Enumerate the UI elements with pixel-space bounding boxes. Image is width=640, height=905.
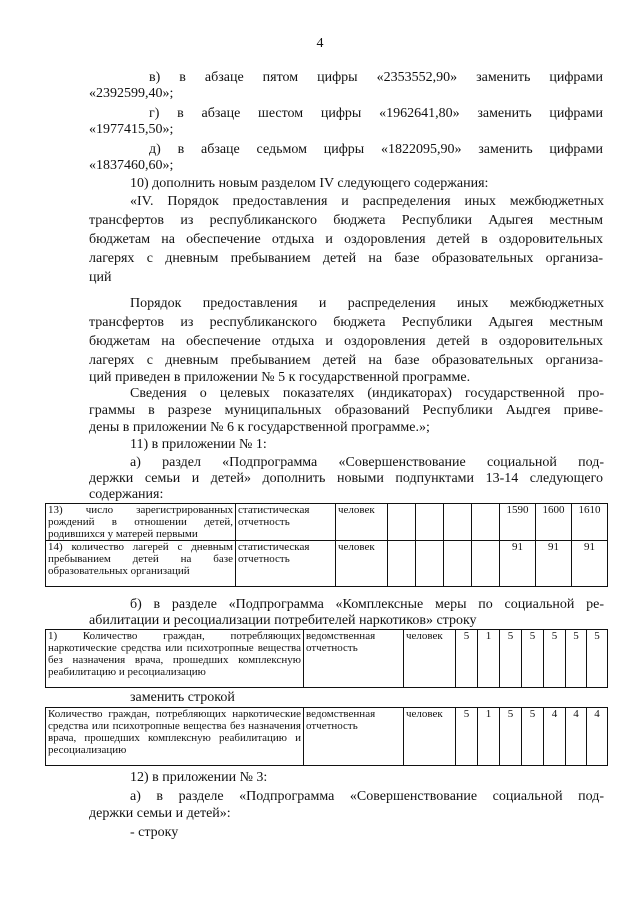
indicator-value: 5 <box>456 630 478 688</box>
info-line2: граммы в разрезе муниципальных образований Республики Аыдгея приве- <box>89 403 603 418</box>
indicator-table-3 <box>45 707 608 766</box>
item-11b-line1: б) в разделе «Подпрограмма «Комплексные меры по социальной ре- <box>130 597 604 612</box>
indicator-source: статистическая отчетность <box>236 541 336 587</box>
indicator-value <box>416 504 444 541</box>
indicator-name: 14) количество лагерей с дневным пребыванием детей на базе образовательных организаций <box>46 541 236 587</box>
table-row <box>46 504 608 541</box>
indicator-value: 1 <box>478 630 500 688</box>
indicator-value <box>472 541 500 587</box>
indicator-name: 1) Количество граждан, потребляющих наркотические средства или психотропные вещества без назначения врача, прошедших комплексную реабилитацию и ресоциализацию <box>46 630 304 688</box>
indicator-value: 4 <box>544 708 566 766</box>
indicator-unit: человек <box>404 708 456 766</box>
indicator-value <box>472 504 500 541</box>
item-12: 12) в приложении № 3: <box>130 770 268 785</box>
item-12a-line1: а) в разделе «Подпрограмма «Совершенствование социальной под- <box>130 789 604 804</box>
indicator-source: ведомственная отчетность <box>304 630 404 688</box>
indicator-value: 5 <box>500 630 522 688</box>
item-11a-line3: содержания: <box>89 487 164 502</box>
indicator-source: статистическая отчетность <box>236 504 336 541</box>
page-number: 4 <box>316 36 324 51</box>
item-12a-line2: держки семьи и детей»: <box>89 806 231 821</box>
indicator-value: 5 <box>522 708 544 766</box>
replace-with-line: заменить строкой <box>130 690 235 705</box>
table-row <box>46 708 608 766</box>
indicator-value: 1590 <box>500 504 536 541</box>
indicator-value <box>388 504 416 541</box>
indicator-value: 5 <box>522 630 544 688</box>
item-11a-line1: а) раздел «Подпрограмма «Совершенствование социальной под- <box>130 455 604 470</box>
procedure-line3: бюджетам на обеспечение отдыха и оздоровления детей в оздоровительных <box>89 334 603 349</box>
indicator-value <box>388 541 416 587</box>
indicator-value: 5 <box>456 708 478 766</box>
item-d-line1: д) в абзаце седьмом цифры «1822095,90» заменить цифрами <box>149 142 603 157</box>
procedure-line4: лагерях с дневным пребыванием детей на базе образовательных организа- <box>89 353 603 368</box>
section4-line1: «IV. Порядок предоставления и распределения иных межбюджетных <box>130 194 604 209</box>
indicator-value: 4 <box>566 708 587 766</box>
item-v-line1: в) в абзаце пятом цифры «2353552,90» заменить цифрами <box>149 70 603 85</box>
indicator-value <box>444 504 472 541</box>
indicator-value <box>444 541 472 587</box>
indicator-value: 5 <box>500 708 522 766</box>
section4-line5: ций <box>89 270 112 285</box>
item-v-line2: «2392599,40»; <box>89 86 174 101</box>
procedure-line5: ций приведен в приложении № 5 к государственной программе. <box>89 370 471 385</box>
section4-line4: лагерях с дневным пребыванием детей на базе образовательных организа- <box>89 251 603 266</box>
indicator-value: 5 <box>587 630 608 688</box>
indicator-value: 91 <box>536 541 572 587</box>
indicator-value: 1 <box>478 708 500 766</box>
indicator-value: 91 <box>572 541 608 587</box>
indicator-name: 13) число зарегистрированных рождений в отношении детей, родившихся у матерей первыми <box>46 504 236 541</box>
indicator-value: 5 <box>566 630 587 688</box>
table-row <box>46 630 608 688</box>
item-11a-line2: держки семьи и детей» дополнить новыми подпунктами 13-14 следующего <box>89 471 603 486</box>
item-d-line2: «1837460,60»; <box>89 158 174 173</box>
item-11: 11) в приложении № 1: <box>130 437 267 452</box>
indicator-value <box>416 541 444 587</box>
indicator-name: Количество граждан, потребляющих наркотические средства или психотропные вещества без назначения врача, прошедших комплексную реабилитацию и ресоциализацию <box>46 708 304 766</box>
info-line1: Сведения о целевых показателях (индикаторах) государственной про- <box>130 386 604 401</box>
indicator-value: 4 <box>587 708 608 766</box>
indicator-value: 1600 <box>536 504 572 541</box>
indicator-value: 91 <box>500 541 536 587</box>
item-11b-line2: абилитации и ресоциализации потребителей наркотиков» строку <box>89 613 477 628</box>
section4-line2: трансфертов из республиканского бюджета Республики Адыгея местным <box>89 213 603 228</box>
indicator-unit: человек <box>336 541 388 587</box>
info-line3: дены в приложении № 6 к государственной программе.»; <box>89 420 430 435</box>
indicator-table-1 <box>45 503 608 587</box>
item-12a-row-line: - строку <box>130 825 179 840</box>
item-10: 10) дополнить новым разделом IV следующего содержания: <box>130 176 489 191</box>
indicator-unit: человек <box>404 630 456 688</box>
indicator-table-2 <box>45 629 608 688</box>
table-row <box>46 541 608 587</box>
section4-line3: бюджетам на обеспечение отдыха и оздоровления детей в оздоровительных <box>89 232 603 247</box>
indicator-value: 5 <box>544 630 566 688</box>
procedure-line1: Порядок предоставления и распределения иных межбюджетных <box>130 296 604 311</box>
procedure-line2: трансфертов из республиканского бюджета Республики Адыгея местным <box>89 315 603 330</box>
indicator-unit: человек <box>336 504 388 541</box>
indicator-value: 1610 <box>572 504 608 541</box>
item-g-line1: г) в абзаце шестом цифры «1962641,80» заменить цифрами <box>149 106 603 121</box>
item-g-line2: «1977415,50»; <box>89 122 174 137</box>
indicator-source: ведомственная отчетность <box>304 708 404 766</box>
